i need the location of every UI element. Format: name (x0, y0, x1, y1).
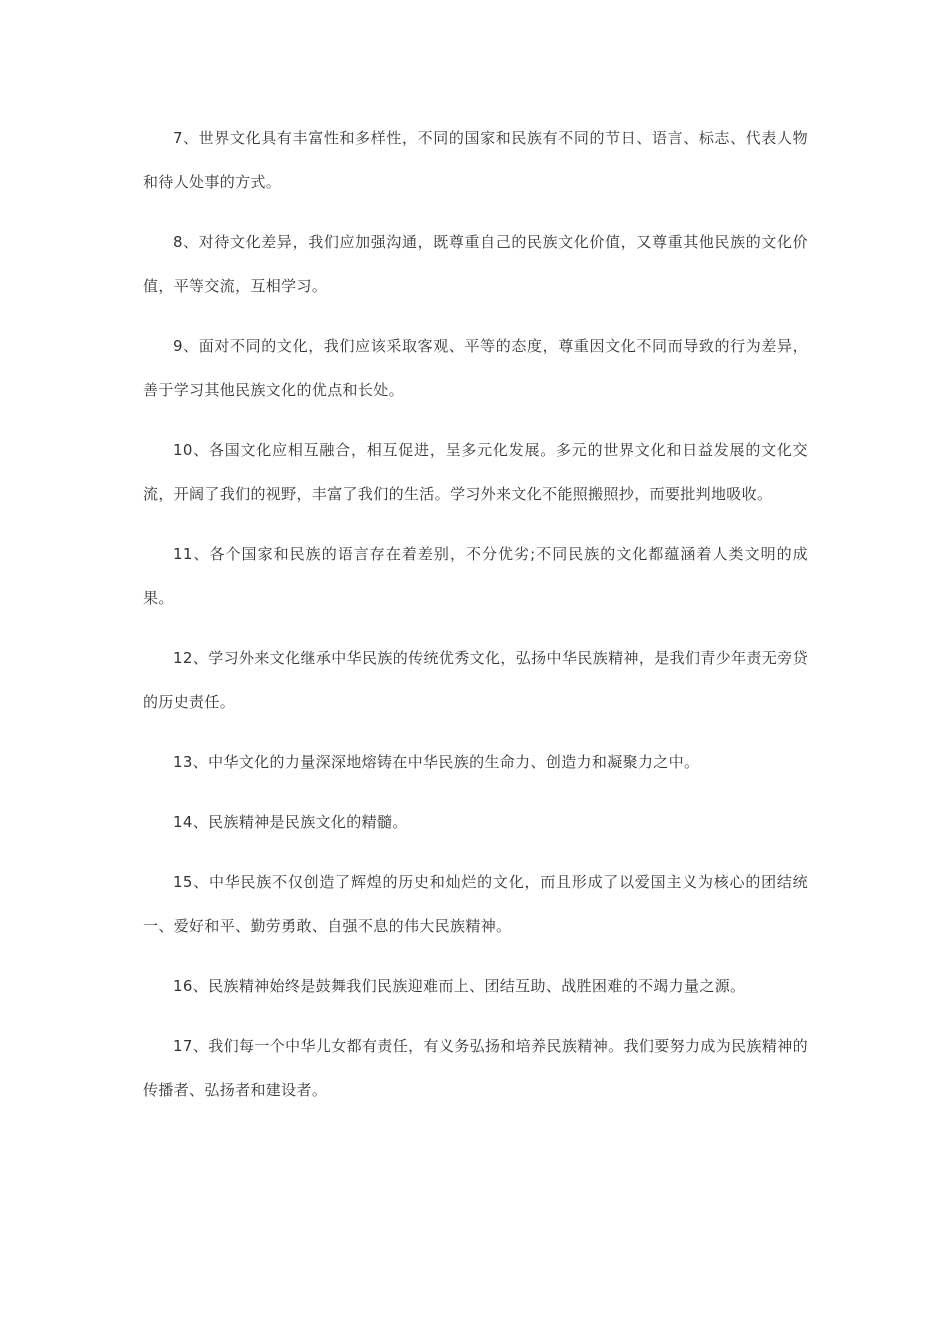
paragraph-11: 11、各个国家和民族的语言存在着差别，不分优劣;不同民族的文化都蕴涵着人类文明的成果。 (143, 545, 808, 607)
paragraph-8: 8、对待文化差异，我们应加强沟通，既尊重自己的民族文化价值，又尊重其他民族的文化价值，平等交流，互相学习。 (143, 233, 808, 295)
paragraph-10: 10、各国文化应相互融合，相互促进，呈多元化发展。多元的世界文化和日益发展的文化交流，开阔了我们的视野，丰富了我们的生活。学习外来文化不能照搬照抄，而要批判地吸收。 (143, 441, 808, 503)
paragraph-17: 17、我们每一个中华儿女都有责任，有义务弘扬和培养民族精神。我们要努力成为民族精神的传播者、弘扬者和建设者。 (143, 1037, 808, 1099)
paragraph-12: 12、学习外来文化继承中华民族的传统优秀文化，弘扬中华民族精神，是我们青少年责无旁贷的历史责任。 (143, 649, 808, 711)
paragraph-13: 13、中华文化的力量深深地熔铸在中华民族的生命力、创造力和凝聚力之中。 (173, 753, 700, 771)
paragraph-7: 7、世界文化具有丰富性和多样性，不同的国家和民族有不同的节日、语言、标志、代表人物和待人处事的方式。 (143, 129, 808, 191)
paragraph-15: 15、中华民族不仅创造了辉煌的历史和灿烂的文化，而且形成了以爱国主义为核心的团结统一、爱好和平、勤劳勇敢、自强不息的伟大民族精神。 (143, 873, 808, 935)
paragraph-16: 16、民族精神始终是鼓舞我们民族迎难而上、团结互助、战胜困难的不竭力量之源。 (173, 977, 746, 995)
document-body (143, 116, 808, 1112)
paragraph-9: 9、面对不同的文化，我们应该采取客观、平等的态度，尊重因文化不同而导致的行为差异，善于学习其他民族文化的优点和长处。 (143, 337, 808, 399)
paragraph-14: 14、民族精神是民族文化的精髓。 (173, 813, 408, 831)
